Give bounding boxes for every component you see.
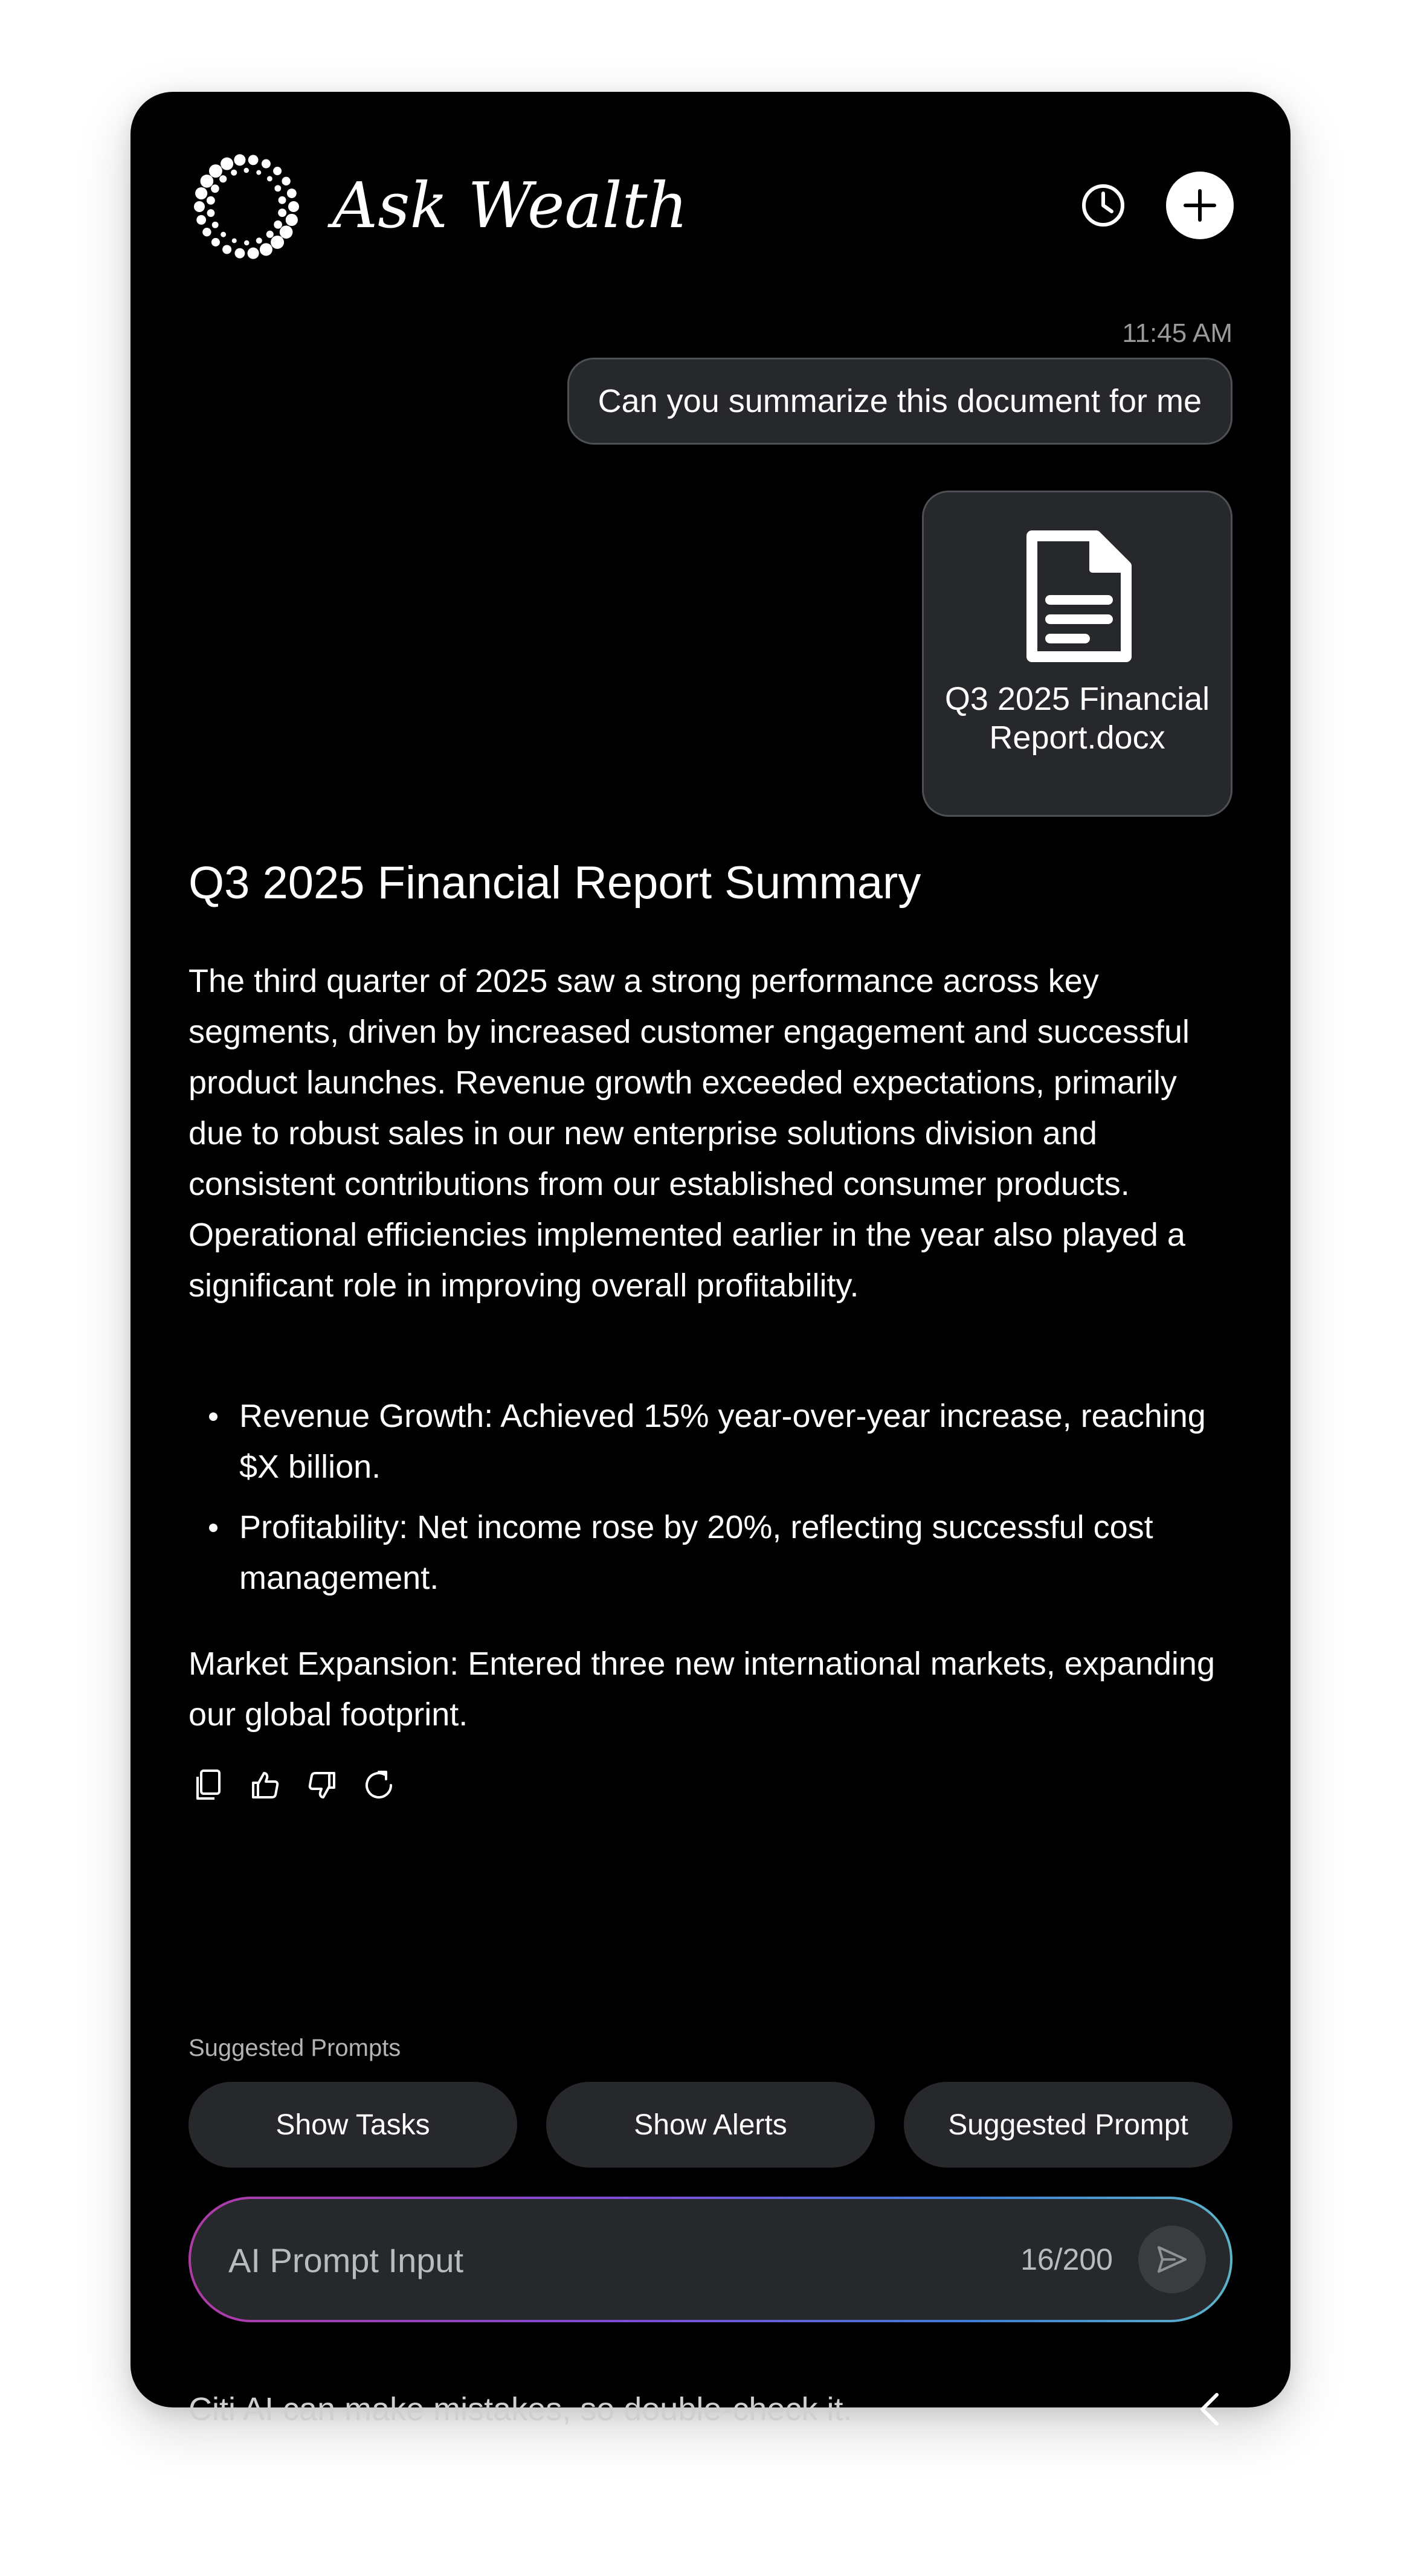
response-title: Q3 2025 Financial Report Summary <box>188 857 921 909</box>
list-item: Profitability: Net income rose by 20%, reflecting successful cost management. <box>188 1502 1240 1603</box>
response-actions <box>188 1765 399 1805</box>
collapse-button[interactable] <box>1188 2388 1231 2431</box>
character-counter: 16/200 <box>1020 2243 1113 2276</box>
user-message-bubble: Can you summarize this document for me <box>567 358 1232 445</box>
suggested-prompts <box>188 2082 1232 2168</box>
thumbs-up-icon <box>248 1768 282 1802</box>
list-item: Revenue Growth: Achieved 15% year-over-year increase, reaching $X billion. <box>188 1391 1240 1492</box>
prompt-input-container <box>188 2197 1232 2322</box>
clock-icon <box>1079 181 1127 230</box>
send-button[interactable] <box>1138 2226 1206 2293</box>
new-chat-button[interactable] <box>1166 172 1234 239</box>
plus-icon <box>1183 188 1217 222</box>
attachment-file-name: Q3 2025 Financial Report.docx <box>944 681 1210 756</box>
suggested-chip-show-alerts[interactable]: Show Alerts <box>546 2082 875 2168</box>
thumbs-up-button[interactable] <box>245 1765 285 1805</box>
regenerate-icon <box>361 1767 397 1803</box>
send-icon <box>1154 2241 1190 2278</box>
history-button[interactable] <box>1079 181 1127 230</box>
thumbs-down-button[interactable] <box>302 1765 342 1805</box>
response-paragraph: The third quarter of 2025 saw a strong performance across key segments, driven by increased customer engagement and successful product launches. Revenue growth exceeded expectations, primarily due to robust sales in our new enterprise solutions division and consistent contributions from our established consumer products. Operational efficiencies implemented earlier in the year also played a significant role in improving overall profitability. <box>188 963 1190 1304</box>
thumbs-down-icon <box>305 1768 339 1802</box>
message-timestamp: 11:45 AM <box>1122 318 1232 348</box>
document-icon <box>1025 529 1133 664</box>
copy-icon <box>192 1768 225 1802</box>
chat-panel <box>130 92 1290 2427</box>
prompt-input[interactable] <box>227 2199 894 2321</box>
response-closing: Market Expansion: Entered three new international markets, expanding our global footprint. <box>188 1646 1215 1733</box>
response-bullet-list <box>188 1391 1240 1613</box>
dotted-ring-logo-icon <box>188 149 304 265</box>
suggested-chip-suggested-prompt[interactable]: Suggested Prompt <box>904 2082 1232 2168</box>
chevron-left-icon <box>1196 2391 1223 2427</box>
attachment-card[interactable] <box>922 491 1232 817</box>
copy-button[interactable] <box>188 1765 228 1805</box>
suggested-chip-show-tasks[interactable]: Show Tasks <box>188 2082 517 2168</box>
regenerate-button[interactable] <box>359 1765 399 1805</box>
suggested-prompts-label: Suggested Prompts <box>188 2035 401 2061</box>
prompt-input-box <box>191 2199 1230 2320</box>
brand-title: Ask Wealth <box>332 169 688 242</box>
disclaimer-text: Citi AI can make mistakes, so double-check it. <box>188 2391 852 2427</box>
